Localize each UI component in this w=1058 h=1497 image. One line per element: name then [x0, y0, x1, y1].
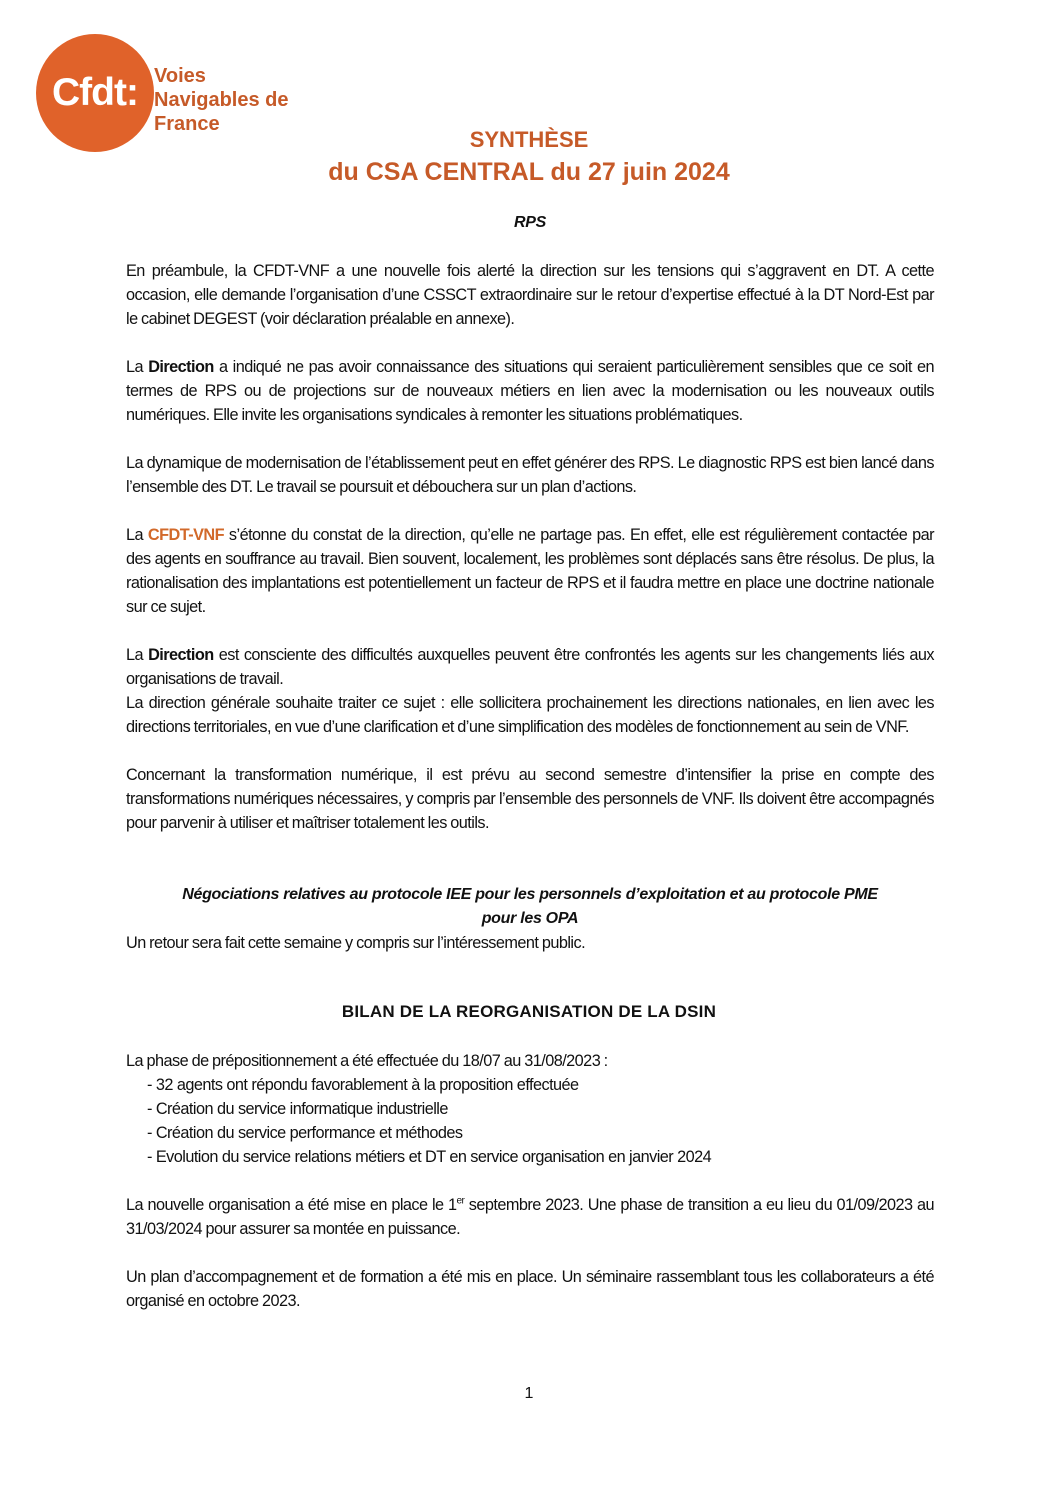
logo-org-line: Voies — [154, 65, 206, 87]
paragraph-dsin-new-organisation: La nouvelle organisation a été mise en place le 1er septembre 2023. Une phase de transition a eu lieu du 01/09/2023 au 31/03/2024 pour assurer sa montée en puissance. — [126, 1195, 935, 1238]
paragraph-cfdt-position: La CFDT-VNF s’étonne du constat de la direction, qu’elle ne partage pas. En effet, elle est régulièrement contactée par des agents en souffrance au travail. Bien souvent, localement, les problèmes sont déplacés sans être résolus. De plus, la rationalisation des implantations est potentiellement un facteur de RPS et il faudra mettre en place une doctrine nationale sur ce sujet. — [126, 526, 935, 616]
emphasis-direction: Direction — [148, 358, 214, 376]
paragraph-direction-generale: La direction générale souhaite traiter ce sujet : elle sollicitera prochainement les directions nationales, en lien avec les directions territoriales, en vue d’une clarification et d’une simplification des modèles de fonctionnement au sein de VNF. — [126, 694, 934, 736]
paragraph-preamble: En préambule, la CFDT-VNF a une nouvelle fois alerté la direction sur les tensions qui s’aggravent en DT. A cette occasion, elle demande l’organisation d’une CSSCT extraordinaire sur le retour d’expertise effectué à la DT Nord-Est par le cabinet DEGEST (voir déclaration préalable en annexe). — [126, 262, 934, 328]
list-item: - Création du service performance et méthodes — [147, 1124, 463, 1142]
logo-org-name — [154, 64, 289, 136]
section-heading-rps: RPS — [514, 214, 546, 231]
paragraph-modernisation: La dynamique de modernisation de l’établissement peut en effet générer des RPS. Le diagnostic RPS est bien lancé dans l’ensemble des DT. Le travail se poursuit et débouchera sur un plan d’actions. — [126, 454, 934, 496]
paragraph-dsin-training: Un plan d’accompagnement et de formation a été mis en place. Un séminaire rassemblant tous les collaborateurs a été organisé en octobre 2023. — [126, 1268, 934, 1310]
section-heading-dsin: BILAN DE LA REORGANISATION DE LA DSIN — [341, 1002, 717, 1021]
paragraph-direction-aware: La Direction est consciente des difficultés auxquelles peuvent être confrontés les agents sur les changements liés aux organisations de travail. — [126, 646, 935, 688]
dsin-list — [147, 1073, 711, 1169]
list-item: - Evolution du service relations métiers et DT en service organisation en janvier 2024 — [147, 1148, 712, 1166]
document-title-line1: SYNTHÈSE — [469, 127, 589, 152]
paragraph-negotiations: Un retour sera fait cette semaine y compris sur l’intéressement public. — [126, 934, 586, 952]
logo-mark: Cfdt: — [52, 71, 138, 114]
list-item: - Création du service informatique industrielle — [147, 1100, 448, 1118]
emphasis-direction: Direction — [148, 646, 214, 664]
document-title-line2: du CSA CENTRAL du 27 juin 2024 — [328, 158, 730, 186]
page-number: 1 — [524, 1385, 534, 1402]
paragraph-direction-response: La Direction a indiqué ne pas avoir connaissance des situations qui seraient particulièrement sensibles que ce soit en termes de RPS ou de projections sur de nouveaux métiers en lien avec la modernisation ou les nouveaux outils numériques. Elle invite les organisations syndicales à remonter les situations problématiques. — [126, 358, 935, 424]
logo-org-line: Navigables de — [154, 89, 289, 111]
section-heading-negotiations-line2: pour les OPA — [481, 910, 579, 927]
section-heading-negotiations-line1: Négociations relatives au protocole IEE pour les personnels d’exploitation et au protocole PME — [182, 886, 878, 903]
emphasis-cfdt-vnf: CFDT-VNF — [147, 526, 225, 544]
paragraph-dsin-intro: La phase de prépositionnement a été effectuée du 18/07 au 31/08/2023 : — [126, 1052, 608, 1070]
list-item: - 32 agents ont répondu favorablement à la proposition effectuée — [147, 1076, 579, 1094]
logo-org-line: France — [154, 113, 220, 135]
paragraph-transformation-numerique: Concernant la transformation numérique, il est prévu au second semestre d’intensifier la prise en compte des transformations numériques nécessaires, y compris par l’ensemble des personnels de VNF. Ils doivent être accompagnés pour parvenir à utiliser et maîtriser totalement les outils. — [126, 766, 934, 832]
